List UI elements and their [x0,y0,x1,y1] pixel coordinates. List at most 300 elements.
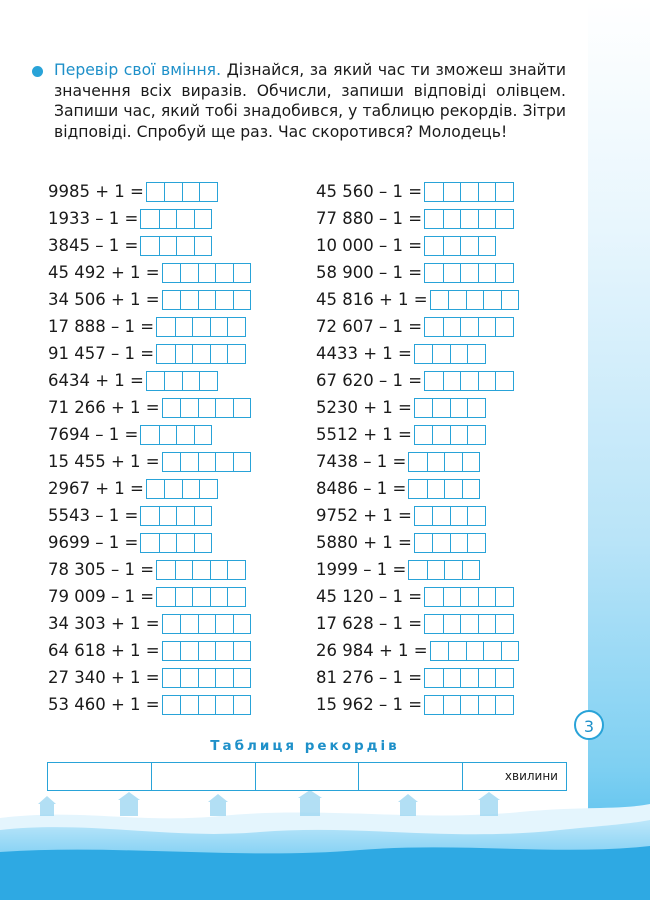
answer-digit-cell[interactable] [227,561,245,579]
answer-digit-cell[interactable] [460,237,478,255]
answer-digit-cell[interactable] [227,588,245,606]
answer-boxes[interactable] [408,479,480,499]
answer-boxes[interactable] [146,479,218,499]
answer-digit-cell[interactable] [501,291,519,309]
exercise-expression: 1999 – 1 = [316,560,407,579]
answer-digit-cell[interactable] [425,669,443,687]
answer-digit-cell[interactable] [460,210,478,228]
answer-digit-cell[interactable] [159,534,177,552]
exercise-row [48,502,251,529]
answer-digit-cell[interactable] [415,507,433,525]
answer-boxes[interactable] [424,317,514,337]
answer-boxes[interactable] [414,398,486,418]
answer-digit-cell[interactable] [199,183,217,201]
exercise-expression: 15 962 – 1 = [316,695,423,714]
answer-digit-cell[interactable] [233,669,251,687]
answer-digit-cell[interactable] [450,507,468,525]
answer-digit-cell[interactable] [462,561,480,579]
exercise-expression: 4433 + 1 = [316,344,412,363]
answer-digit-cell[interactable] [478,696,496,714]
answer-digit-cell[interactable] [147,480,165,498]
exercise-row [316,637,519,664]
records-table-title: Таблиця рекордів [210,738,400,754]
answer-digit-cell[interactable] [443,210,461,228]
answer-boxes[interactable] [414,344,486,364]
answer-digit-cell[interactable] [198,696,216,714]
answer-digit-cell[interactable] [425,183,443,201]
answer-digit-cell[interactable] [462,480,480,498]
answer-digit-cell[interactable] [157,345,175,363]
answer-digit-cell[interactable] [180,291,198,309]
answer-digit-cell[interactable] [467,426,485,444]
answer-boxes[interactable] [424,371,514,391]
answer-boxes[interactable] [424,614,514,634]
answer-boxes[interactable] [414,533,486,553]
answer-digit-cell[interactable] [409,480,427,498]
exercise-expression: 8486 – 1 = [316,479,407,498]
answer-digit-cell[interactable] [233,453,251,471]
answer-digit-cell[interactable] [233,696,251,714]
answer-digit-cell[interactable] [163,669,181,687]
answer-digit-cell[interactable] [443,372,461,390]
answer-boxes[interactable] [140,533,212,553]
answer-digit-cell[interactable] [192,318,210,336]
answer-digit-cell[interactable] [478,372,496,390]
answer-digit-cell[interactable] [495,264,513,282]
answer-digit-cell[interactable] [175,318,193,336]
answer-digit-cell[interactable] [460,264,478,282]
exercise-row [48,610,251,637]
exercise-row [316,529,519,556]
answer-digit-cell[interactable] [233,642,251,660]
answer-digit-cell[interactable] [194,210,212,228]
answer-boxes[interactable] [430,641,520,661]
answer-digit-cell[interactable] [478,210,496,228]
answer-digit-cell[interactable] [495,696,513,714]
answer-digit-cell[interactable] [176,426,194,444]
exercise-expression: 45 120 – 1 = [316,587,423,606]
answer-digit-cell[interactable] [501,642,519,660]
answer-boxes[interactable] [146,371,218,391]
answer-digit-cell[interactable] [495,372,513,390]
answer-digit-cell[interactable] [427,480,445,498]
right-column-exercises [316,178,519,718]
answer-digit-cell[interactable] [432,507,450,525]
answer-digit-cell[interactable] [180,669,198,687]
answer-digit-cell[interactable] [427,561,445,579]
answer-digit-cell[interactable] [227,345,245,363]
answer-digit-cell[interactable] [147,372,165,390]
answer-digit-cell[interactable] [164,183,182,201]
answer-boxes[interactable] [162,695,252,715]
exercise-row [316,394,519,421]
exercise-expression: 3845 – 1 = [48,236,139,255]
answer-digit-cell[interactable] [466,291,484,309]
exercise-row [48,691,251,718]
answer-boxes[interactable] [414,506,486,526]
answer-boxes[interactable] [162,290,252,310]
answer-digit-cell[interactable] [198,291,216,309]
exercise-expression: 91 457 – 1 = [48,344,155,363]
answer-boxes[interactable] [424,236,496,256]
answer-digit-cell[interactable] [450,426,468,444]
exercise-expression: 77 880 – 1 = [316,209,423,228]
answer-digit-cell[interactable] [443,237,461,255]
answer-digit-cell[interactable] [495,588,513,606]
answer-digit-cell[interactable] [194,237,212,255]
answer-digit-cell[interactable] [450,399,468,417]
answer-digit-cell[interactable] [462,453,480,471]
record-unit-cell: хвилини [462,763,566,790]
answer-boxes[interactable] [408,560,480,580]
exercise-expression: 81 276 – 1 = [316,668,423,687]
answer-digit-cell[interactable] [192,561,210,579]
exercise-row [316,286,519,313]
exercise-row [48,178,251,205]
answer-digit-cell[interactable] [409,561,427,579]
answer-digit-cell[interactable] [163,615,181,633]
answer-digit-cell[interactable] [180,696,198,714]
answer-boxes[interactable] [162,452,252,472]
answer-digit-cell[interactable] [215,696,233,714]
answer-digit-cell[interactable] [194,507,212,525]
answer-digit-cell[interactable] [415,399,433,417]
answer-digit-cell[interactable] [478,669,496,687]
exercise-expression: 10 000 – 1 = [316,236,423,255]
answer-digit-cell[interactable] [483,291,501,309]
answer-digit-cell[interactable] [460,183,478,201]
exercise-expression: 1933 – 1 = [48,209,139,228]
exercise-expression: 5543 – 1 = [48,506,139,525]
answer-digit-cell[interactable] [495,669,513,687]
exercise-row [48,583,251,610]
answer-digit-cell[interactable] [180,453,198,471]
exercise-row [48,529,251,556]
answer-digit-cell[interactable] [450,534,468,552]
answer-digit-cell[interactable] [147,183,165,201]
answer-digit-cell[interactable] [495,210,513,228]
answer-boxes[interactable] [146,182,218,202]
exercise-expression: 67 620 – 1 = [316,371,423,390]
answer-boxes[interactable] [424,182,514,202]
answer-digit-cell[interactable] [425,264,443,282]
answer-boxes[interactable] [140,209,212,229]
answer-digit-cell[interactable] [192,588,210,606]
answer-digit-cell[interactable] [432,426,450,444]
records-table [47,762,567,791]
answer-digit-cell[interactable] [164,480,182,498]
answer-digit-cell[interactable] [182,480,200,498]
exercise-row [316,259,519,286]
answer-boxes[interactable] [162,614,252,634]
answer-digit-cell[interactable] [425,318,443,336]
answer-digit-cell[interactable] [163,291,181,309]
answer-digit-cell[interactable] [233,291,251,309]
answer-digit-cell[interactable] [141,237,159,255]
answer-digit-cell[interactable] [175,561,193,579]
answer-boxes[interactable] [156,587,246,607]
answer-digit-cell[interactable] [450,345,468,363]
answer-digit-cell[interactable] [460,669,478,687]
answer-digit-cell[interactable] [198,669,216,687]
exercise-row [48,313,251,340]
answer-digit-cell[interactable] [163,264,181,282]
answer-digit-cell[interactable] [427,453,445,471]
answer-digit-cell[interactable] [194,534,212,552]
answer-boxes[interactable] [424,209,514,229]
left-column-exercises [48,178,251,718]
answer-digit-cell[interactable] [233,399,251,417]
answer-digit-cell[interactable] [425,372,443,390]
answer-digit-cell[interactable] [432,345,450,363]
decorative-city-wave [0,790,650,900]
answer-digit-cell[interactable] [215,291,233,309]
answer-digit-cell[interactable] [432,399,450,417]
answer-digit-cell[interactable] [180,615,198,633]
exercise-row [48,286,251,313]
answer-boxes[interactable] [162,263,252,283]
exercise-row [48,448,251,475]
answer-digit-cell[interactable] [210,588,228,606]
answer-digit-cell[interactable] [478,237,496,255]
answer-digit-cell[interactable] [180,642,198,660]
answer-digit-cell[interactable] [180,399,198,417]
answer-boxes[interactable] [424,695,514,715]
answer-digit-cell[interactable] [415,426,433,444]
answer-digit-cell[interactable] [215,399,233,417]
answer-digit-cell[interactable] [163,453,181,471]
answer-boxes[interactable] [408,452,480,472]
task-highlight: Перевір свої вміння. [54,61,222,79]
answer-digit-cell[interactable] [431,291,449,309]
answer-digit-cell[interactable] [460,588,478,606]
answer-digit-cell[interactable] [425,210,443,228]
answer-digit-cell[interactable] [215,642,233,660]
answer-digit-cell[interactable] [432,534,450,552]
answer-digit-cell[interactable] [180,264,198,282]
answer-digit-cell[interactable] [431,642,449,660]
exercise-row [48,421,251,448]
answer-digit-cell[interactable] [478,615,496,633]
answer-digit-cell[interactable] [425,237,443,255]
exercise-row [316,502,519,529]
answer-digit-cell[interactable] [199,480,217,498]
answer-digit-cell[interactable] [175,588,193,606]
answer-digit-cell[interactable] [448,291,466,309]
answer-digit-cell[interactable] [443,183,461,201]
answer-digit-cell[interactable] [425,588,443,606]
answer-digit-cell[interactable] [176,210,194,228]
answer-digit-cell[interactable] [415,345,433,363]
answer-digit-cell[interactable] [215,669,233,687]
exercise-row [48,637,251,664]
exercise-row [316,421,519,448]
answer-digit-cell[interactable] [443,615,461,633]
answer-digit-cell[interactable] [164,372,182,390]
exercise-row [316,178,519,205]
answer-digit-cell[interactable] [478,318,496,336]
answer-digit-cell[interactable] [425,696,443,714]
answer-digit-cell[interactable] [157,318,175,336]
answer-digit-cell[interactable] [478,183,496,201]
answer-digit-cell[interactable] [443,696,461,714]
answer-digit-cell[interactable] [215,264,233,282]
answer-boxes[interactable] [424,263,514,283]
answer-digit-cell[interactable] [176,507,194,525]
exercise-row [316,691,519,718]
answer-digit-cell[interactable] [163,399,181,417]
exercise-expression: 72 607 – 1 = [316,317,423,336]
answer-digit-cell[interactable] [409,453,427,471]
answer-digit-cell[interactable] [176,237,194,255]
answer-digit-cell[interactable] [467,345,485,363]
exercise-row [316,367,519,394]
answer-digit-cell[interactable] [460,372,478,390]
answer-digit-cell[interactable] [141,507,159,525]
answer-digit-cell[interactable] [198,615,216,633]
answer-boxes[interactable] [424,587,514,607]
answer-digit-cell[interactable] [443,669,461,687]
exercise-row [316,340,519,367]
exercise-expression: 6434 + 1 = [48,371,144,390]
answer-digit-cell[interactable] [194,426,212,444]
answer-digit-cell[interactable] [182,372,200,390]
exercise-row [48,664,251,691]
answer-digit-cell[interactable] [175,345,193,363]
exercise-row [48,394,251,421]
answer-digit-cell[interactable] [141,534,159,552]
answer-boxes[interactable] [156,560,246,580]
answer-digit-cell[interactable] [141,426,159,444]
answer-digit-cell[interactable] [443,588,461,606]
answer-digit-cell[interactable] [233,615,251,633]
exercise-expression: 5880 + 1 = [316,533,412,552]
exercise-expression: 64 618 + 1 = [48,641,160,660]
answer-digit-cell[interactable] [198,453,216,471]
exercise-expression: 71 266 + 1 = [48,398,160,417]
exercise-expression: 45 492 + 1 = [48,263,160,282]
exercise-expression: 27 340 + 1 = [48,668,160,687]
answer-boxes[interactable] [156,344,246,364]
answer-digit-cell[interactable] [495,183,513,201]
answer-digit-cell[interactable] [478,588,496,606]
answer-digit-cell[interactable] [182,183,200,201]
record-cell[interactable] [358,763,462,790]
answer-digit-cell[interactable] [425,615,443,633]
exercise-row [48,205,251,232]
exercise-expression: 34 506 + 1 = [48,290,160,309]
answer-digit-cell[interactable] [215,453,233,471]
exercise-expression: 5230 + 1 = [316,398,412,417]
answer-digit-cell[interactable] [478,264,496,282]
answer-digit-cell[interactable] [460,318,478,336]
record-cell[interactable] [151,763,255,790]
answer-digit-cell[interactable] [192,345,210,363]
exercise-expression: 45 816 + 1 = [316,290,428,309]
exercise-row [316,313,519,340]
answer-digit-cell[interactable] [466,642,484,660]
answer-digit-cell[interactable] [176,534,194,552]
answer-boxes[interactable] [162,641,252,661]
exercise-row [316,664,519,691]
answer-digit-cell[interactable] [460,615,478,633]
answer-digit-cell[interactable] [467,399,485,417]
exercise-row [48,475,251,502]
exercise-row [316,232,519,259]
exercise-expression: 15 455 + 1 = [48,452,160,471]
answer-digit-cell[interactable] [483,642,501,660]
answer-digit-cell[interactable] [163,696,181,714]
answer-digit-cell[interactable] [159,507,177,525]
answer-digit-cell[interactable] [444,453,462,471]
answer-boxes[interactable] [162,668,252,688]
answer-digit-cell[interactable] [210,318,228,336]
exercise-row [48,556,251,583]
exercise-row [316,448,519,475]
record-cell[interactable] [48,763,151,790]
exercise-row [48,259,251,286]
answer-digit-cell[interactable] [163,642,181,660]
answer-digit-cell[interactable] [215,615,233,633]
exercise-expression: 9752 + 1 = [316,506,412,525]
answer-boxes[interactable] [414,425,486,445]
answer-boxes[interactable] [430,290,520,310]
task-text: Дізнайся, за який час ти зможеш знайти значення всіх виразів. Обчисли, запиши відповіді олівцем. Запиши час, який тобі знадобився, у таблицю рекордів. Зітри відповіді. Спробуй ще раз. Час скоротився? Молодець! [54,61,566,141]
answer-boxes[interactable] [162,398,252,418]
answer-digit-cell[interactable] [233,264,251,282]
record-cell[interactable] [255,763,359,790]
answer-digit-cell[interactable] [198,642,216,660]
exercise-row [316,205,519,232]
answer-digit-cell[interactable] [448,642,466,660]
answer-digit-cell[interactable] [495,615,513,633]
answer-digit-cell[interactable] [444,561,462,579]
exercise-expression: 79 009 – 1 = [48,587,155,606]
exercise-row [48,367,251,394]
answer-digit-cell[interactable] [199,372,217,390]
answer-digit-cell[interactable] [210,345,228,363]
exercise-expression: 45 560 – 1 = [316,182,423,201]
answer-digit-cell[interactable] [415,534,433,552]
answer-digit-cell[interactable] [467,534,485,552]
exercise-expression: 17 628 – 1 = [316,614,423,633]
answer-digit-cell[interactable] [159,237,177,255]
answer-digit-cell[interactable] [141,210,159,228]
answer-digit-cell[interactable] [198,264,216,282]
answer-boxes[interactable] [424,668,514,688]
exercise-expression: 53 460 + 1 = [48,695,160,714]
answer-digit-cell[interactable] [157,561,175,579]
exercise-row [316,475,519,502]
answer-digit-cell[interactable] [443,264,461,282]
answer-boxes[interactable] [140,236,212,256]
answer-boxes[interactable] [156,317,246,337]
answer-digit-cell[interactable] [159,210,177,228]
exercise-expression: 7438 – 1 = [316,452,407,471]
answer-digit-cell[interactable] [227,318,245,336]
answer-digit-cell[interactable] [210,561,228,579]
answer-digit-cell[interactable] [467,507,485,525]
answer-boxes[interactable] [140,425,212,445]
answer-boxes[interactable] [140,506,212,526]
answer-digit-cell[interactable] [443,318,461,336]
answer-digit-cell[interactable] [495,318,513,336]
answer-digit-cell[interactable] [159,426,177,444]
answer-digit-cell[interactable] [460,696,478,714]
answer-digit-cell[interactable] [157,588,175,606]
answer-digit-cell[interactable] [198,399,216,417]
answer-digit-cell[interactable] [444,480,462,498]
